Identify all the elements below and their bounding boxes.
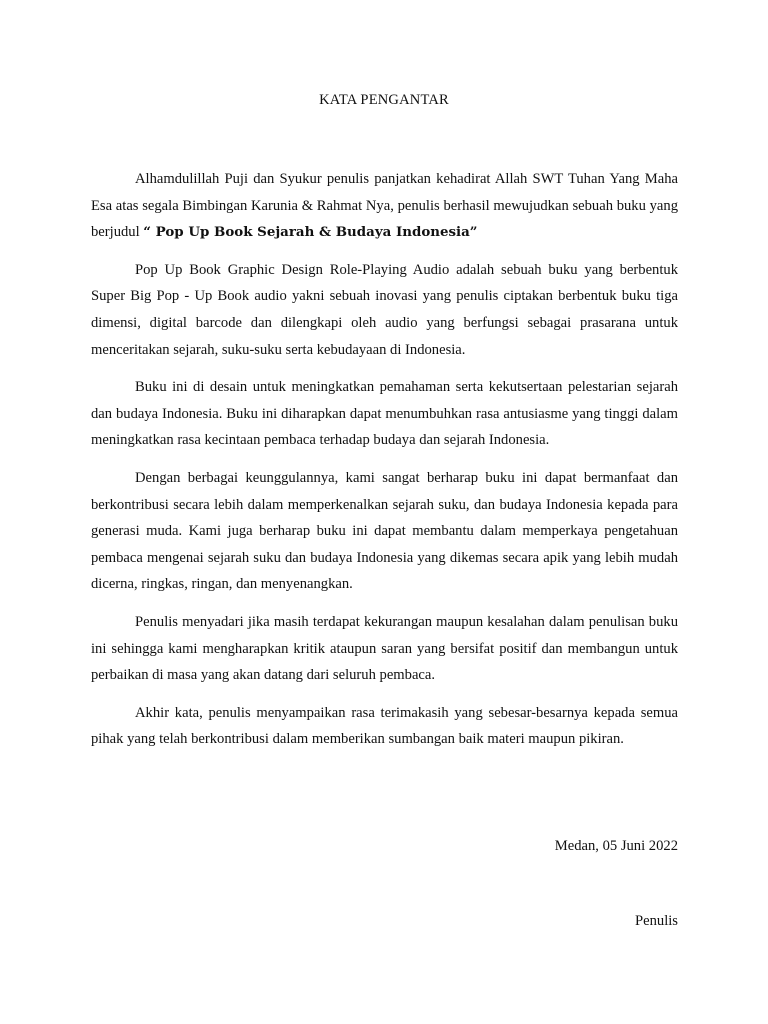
page-title: KATA PENGANTAR bbox=[319, 92, 449, 108]
paragraph-6: Akhir kata, penulis menyampaikan rasa terimakasih yang sebesar-besarnya kepada semua pihak yang telah berkontribusi dalam memberikan sumbangan baik materi maupun pikiran. bbox=[91, 704, 678, 748]
signer-name: Penulis bbox=[635, 913, 678, 929]
paragraph-1-text: Alhamdulillah Puji dan Syukur penulis panjatkan kehadirat Allah SWT Tuhan Yang Maha Esa atas segala Bimbingan Karunia & Rahmat Nya, penulis berhasil mewujudkan sebuah buku yang berjudul bbox=[91, 171, 678, 241]
paragraph-4: Dengan berbagai keunggulannya, kami sangat berharap buku ini dapat bermanfaat dan berkontribusi secara lebih dalam memperkenalkan sejarah suku, dan budaya Indonesia kepada para generasi muda. Kami juga berharap buku ini dapat membantu dalam memperkaya pengetahuan pembaca mengenai sejarah suku dan budaya Indonesia yang dikemas secara apik yang lebih mudah dicerna, ringkas, ringan, dan menyenangkan. bbox=[91, 469, 678, 593]
paragraph-1 bbox=[91, 166, 678, 246]
book-title: “ Pop Up Book Sejarah & Budaya Indonesia” bbox=[143, 224, 478, 241]
document-body bbox=[91, 166, 678, 764]
paragraph-3: Buku ini di desain untuk meningkatkan pemahaman serta kekutsertaan pelestarian sejarah dan budaya Indonesia. Buku ini diharapkan dapat menumbuhkan rasa antusiasme yang tinggi dalam meningkatkan rasa kecintaan pembaca terhadap budaya dan sejarah Indonesia. bbox=[91, 379, 678, 449]
paragraph-2: Pop Up Book Graphic Design Role-Playing Audio adalah sebuah buku yang berbentuk Super Big Pop - Up Book audio yakni sebuah inovasi yang penulis ciptakan berbentuk buku tiga dimensi, digital barcode dan dilengkapi oleh audio yang berfungsi sebagai prasarana untuk menceritakan sejarah, suku-suku serta kebudayaan di Indonesia. bbox=[91, 261, 678, 358]
place-date: Medan, 05 Juni 2022 bbox=[554, 838, 678, 854]
paragraph-5: Penulis menyadari jika masih terdapat kekurangan maupun kesalahan dalam penulisan buku ini sehingga kami mengharapkan kritik ataupun saran yang bersifat positif dan membangun untuk perbaikan di masa yang akan datang dari seluruh pembaca. bbox=[91, 613, 678, 684]
